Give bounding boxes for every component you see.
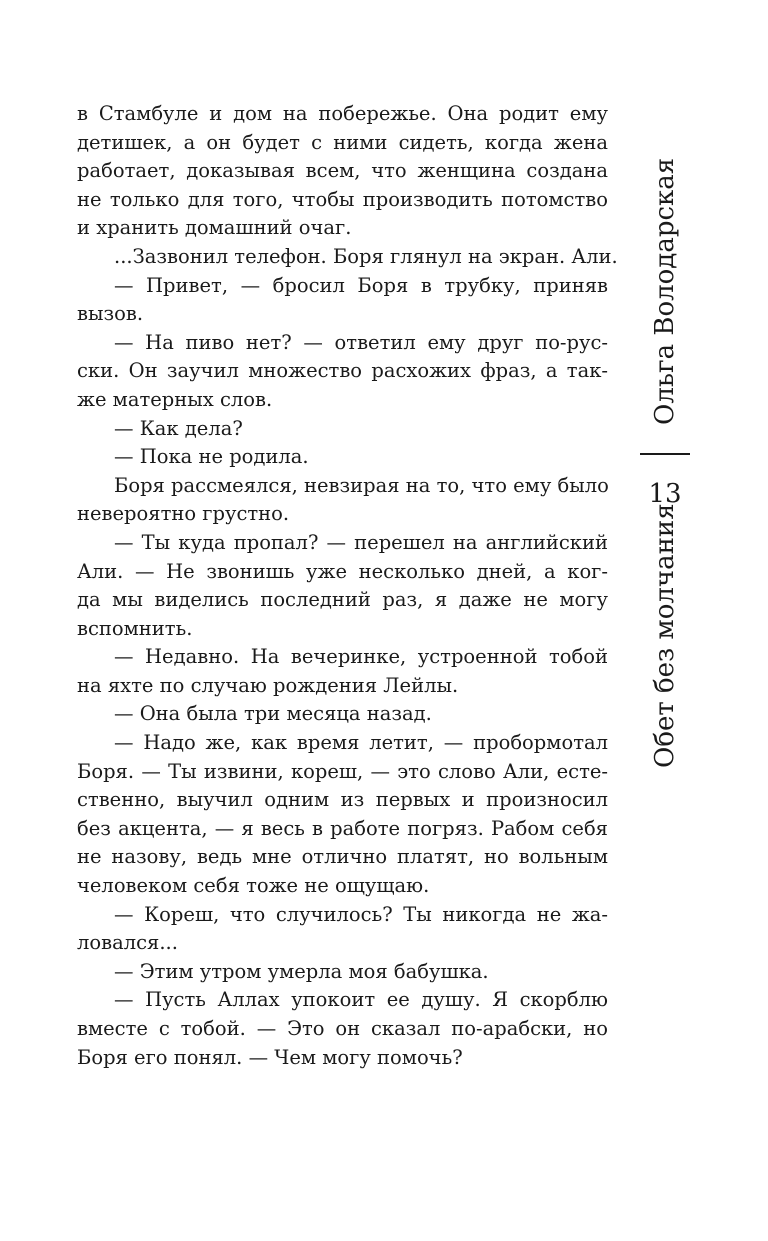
running-header [640,0,690,1241]
text-line: — Пока не родила. [114,445,309,469]
text-line: ственно, выучил одним из первых и произносил [77,788,608,812]
text-line: на яхте по случаю рождения Лейлы. [77,673,459,697]
page-number: 13 [648,479,682,509]
text-line: ски. Он заучил множество расхожих фраз, а так- [77,359,608,383]
text-line: — Ты куда пропал? — перешел на английский [114,530,608,554]
text-line: работает, доказывая всем, что женщина создана [77,159,608,183]
text-line: невероятно грустно. [77,502,290,526]
header-divider [640,453,690,455]
text-line: детишек, а он будет с ними сидеть, когда жена [77,130,608,154]
text-line: Боря его понял. — Чем могу помочь? [77,1045,463,1069]
text-line: вызов. [77,302,144,326]
text-line: ловался... [77,931,178,955]
text-line: вместе с тобой. — Это он сказал по-арабски, но [77,1017,608,1040]
text-line: Боря рассмеялся, невзирая на то, что ему было [114,473,609,497]
text-line: — Как дела? [114,416,243,440]
text-line: — Привет, — бросил Боря в трубку, приняв [114,273,608,297]
text-line: — Пусть Аллах упокоит ее душу. Я скорблю [114,988,608,1012]
text-line: без акцента, — я весь в работе погряз. Рабом себя [77,816,608,840]
text-line: — На пиво нет? — ответил ему друг по-рус- [114,330,608,354]
text-line: не только для того, чтобы производить потомство [77,187,608,211]
text-line: — Кореш, что случилось? Ты никогда не жа- [114,902,608,926]
text-line: — Надо же, как время летит, — пробормотал [114,731,608,755]
text-line: вспомнить. [77,616,193,640]
text-line: да мы виделись последний раз, я даже не могу [77,588,608,612]
text-line: и хранить домашний очаг. [77,216,352,240]
text-line: — Недавно. На вечеринке, устроенной тобой [114,645,608,669]
text-line: человеком себя тоже не ощущаю. [77,874,430,898]
text-line: Али. — Не звонишь уже несколько дней, а ког- [77,559,608,583]
body-text [77,100,618,1072]
text-line: — Этим утром умерла моя бабушка. [114,959,489,983]
text-line: в Стамбуле и дом на побережье. Она родит ему [77,102,608,125]
text-line: — Она была три месяца назад. [114,702,432,726]
text-line: же матерных слов. [77,387,273,411]
text-line: Боря. — Ты извини, кореш, — это слово Али, есте- [77,759,608,783]
text-line: не назову, ведь мне отлично платят, но вольным [77,845,608,869]
book-title: Обет без молчания [650,503,680,768]
text-line: ...Зазвонил телефон. Боря глянул на экран. Али. [114,244,618,268]
author-name: Ольга Володарская [650,157,680,425]
